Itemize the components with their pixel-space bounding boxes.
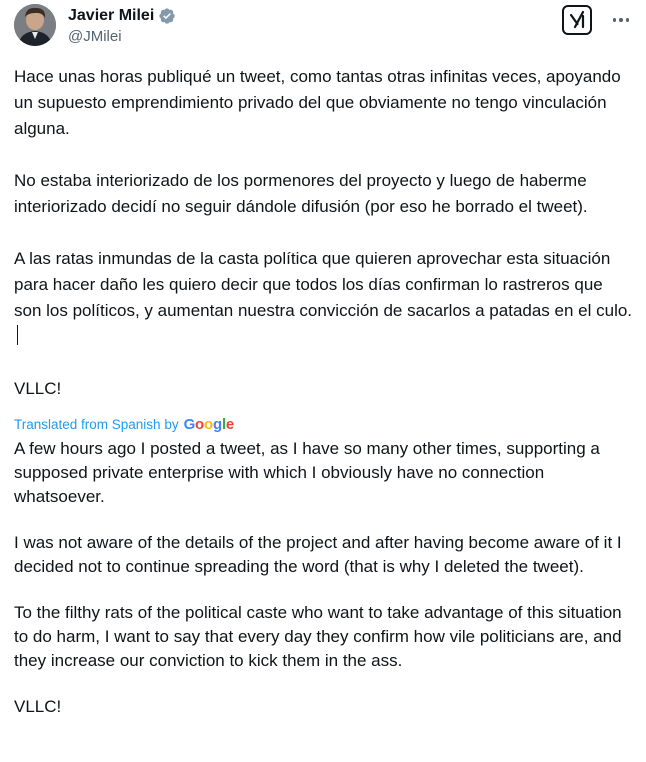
original-paragraph-3 [14, 246, 634, 350]
handle[interactable]: @JMilei [68, 28, 122, 45]
original-paragraph-3-text: A las ratas inmundas de la casta política que quieren aprovechar esta situación para hacer daño les quiero decir que todos los días confirman lo rastreros que son los políticos, y aumentan nuestra convicción de sacarlos a patadas en el culo. [14, 249, 633, 320]
tweet-body [14, 64, 634, 741]
translation-paragraph-1: A few hours ago I posted a tweet, as I have so many other times, supporting a supposed private enterprise with which I obviously have no connection whatsoever. [14, 439, 605, 506]
translation-paragraph-4: VLLC! [14, 697, 62, 716]
more-options-icon[interactable] [610, 12, 632, 28]
translation-paragraph-3: To the filthy rats of the political caste who want to take advantage of this situation to do harm, I want to say that every day they confirm how vile politicians are, and they increase our conviction to kick them in the ass. [14, 603, 627, 670]
display-name[interactable]: Javier Milei [68, 7, 155, 24]
original-paragraph-2: No estaba interiorizado de los pormenores del proyecto y luego de haberme interiorizado decidí no seguir dándole difusión (por eso he borrado el tweet). [14, 171, 592, 216]
author-names [68, 6, 176, 45]
verified-badge-icon[interactable] [158, 7, 176, 25]
original-paragraph-4: VLLC! [14, 379, 62, 398]
tweet-header [14, 4, 632, 48]
google-logo: Google [183, 416, 235, 433]
text-cursor [17, 325, 18, 345]
original-paragraph-1: Hace unas horas publiqué un tweet, como tantas otras infinitas veces, apoyando un supuesto emprendimiento privado del que obviamente no tengo vinculación alguna. [14, 67, 626, 138]
translation-attribution[interactable] [14, 416, 634, 434]
grok-icon[interactable] [562, 5, 592, 35]
translation-paragraph-2: I was not aware of the details of the project and after having become aware of it I decided not to continue spreading the word (that is why I deleted the tweet). [14, 533, 627, 576]
translation-label: Translated from Spanish by [14, 417, 179, 432]
avatar[interactable] [14, 4, 56, 46]
